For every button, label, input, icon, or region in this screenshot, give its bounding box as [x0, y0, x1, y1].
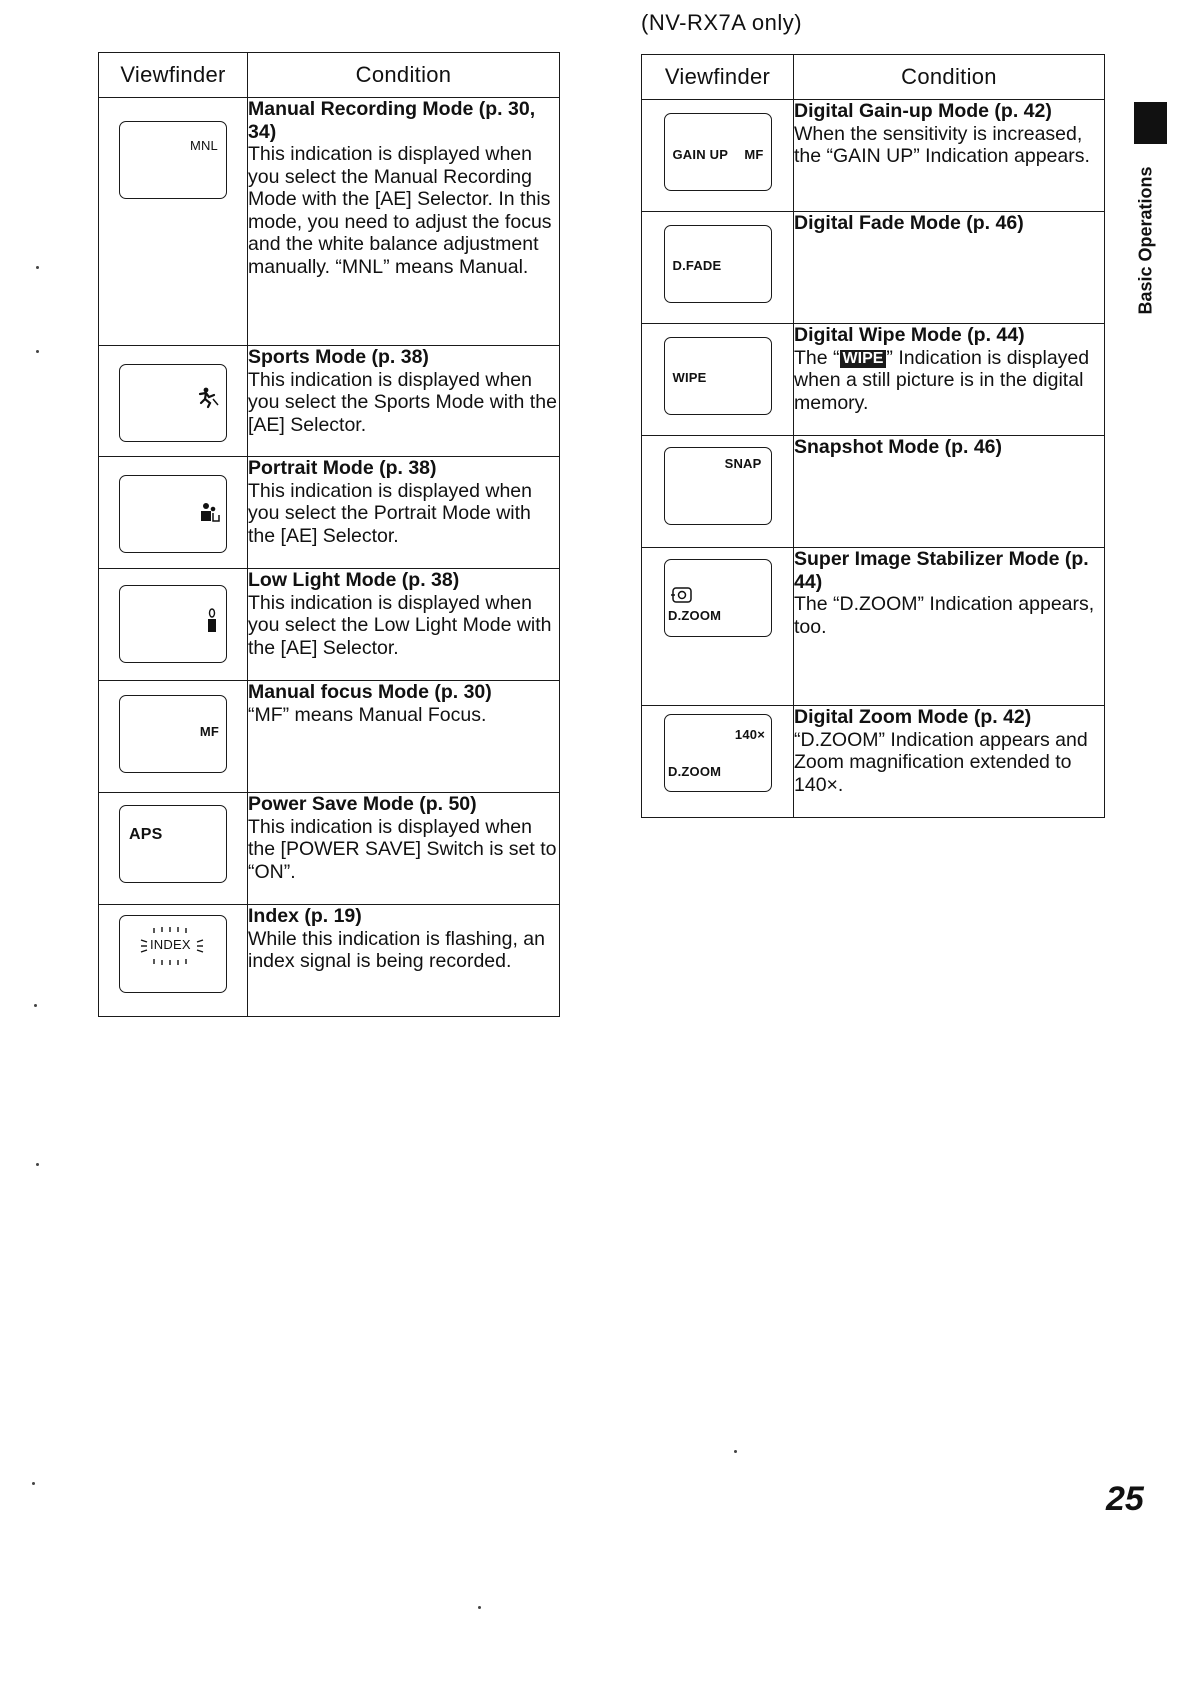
viewfinder-screen [664, 447, 772, 525]
viewfinder-screen [664, 559, 772, 637]
snap-indicator: SNAP [724, 456, 762, 471]
scan-speck [478, 1606, 481, 1609]
row-desc: This indication is displayed when you select the Low Light Mode with the [AE] Selector. [248, 591, 552, 659]
table-row [99, 905, 560, 1017]
col-header-viewfinder: Viewfinder [99, 53, 248, 98]
row-desc: While this indication is flashing, an index signal is being recorded. [248, 927, 545, 972]
zoom-140x-indicator: 140× [734, 727, 765, 742]
mnl-indicator: MNL [189, 138, 218, 153]
scan-speck [32, 1482, 35, 1485]
row-title: Digital Fade Mode (p. 46) [794, 212, 1024, 234]
col-header-condition: Condition [794, 55, 1105, 100]
row-desc: When the sensitivity is increased, the “GAIN UP” Indication appears. [794, 122, 1090, 167]
row-title: Manual Recording Mode (p. 30, 34) [248, 98, 536, 143]
gain-up-indicator: GAIN UP [672, 147, 729, 162]
wipe-indicator: WIPE [672, 370, 707, 385]
table-row [99, 569, 560, 681]
table-row [642, 100, 1105, 212]
mf-indicator: MF [199, 724, 219, 739]
col-header-condition: Condition [248, 53, 560, 98]
row-title: Manual focus Mode (p. 30) [248, 681, 492, 703]
row-title: Power Save Mode (p. 50) [248, 793, 477, 815]
wipe-badge: WIPE [840, 350, 887, 368]
sports-icon [196, 385, 220, 409]
viewfinder-screen [119, 475, 227, 553]
viewfinder-screen [119, 695, 227, 773]
stabilizer-icon [671, 586, 693, 604]
viewfinder-screen [119, 121, 227, 199]
scan-speck [34, 1004, 37, 1007]
row-desc: This indication is displayed when you select the Portrait Mode with the [AE] Selector. [248, 479, 532, 547]
desc-prefix: The “ [794, 346, 840, 369]
table-row [99, 346, 560, 457]
index-indicator: INDEX [150, 937, 191, 952]
row-title: Digital Wipe Mode (p. 44) [794, 324, 1025, 346]
table-row [99, 457, 560, 569]
right-indication-table [641, 54, 1105, 818]
row-title: Digital Zoom Mode (p. 42) [794, 706, 1032, 728]
row-title: Digital Gain-up Mode (p. 42) [794, 100, 1052, 122]
table-row [642, 324, 1105, 436]
left-indication-table [98, 52, 560, 1017]
viewfinder-screen [119, 805, 227, 883]
col-header-viewfinder: Viewfinder [642, 55, 794, 100]
row-desc: “MF” means Manual Focus. [248, 703, 487, 726]
scan-speck [36, 266, 39, 269]
row-desc: This indication is displayed when you select the Manual Recording Mode with the [AE] Selector. In this mode, you need to adjust the focus and the white balance adjustment manually. “MNL” means Manual. [248, 143, 552, 278]
dfade-indicator: D.FADE [672, 258, 722, 273]
dzoom-indicator: D.ZOOM [668, 608, 722, 623]
scan-speck [36, 350, 39, 353]
viewfinder-screen [664, 337, 772, 415]
viewfinder-screen [119, 364, 227, 442]
section-side-label: Basic Operations [1135, 166, 1156, 315]
portrait-icon [198, 502, 222, 524]
row-desc: This indication is displayed when you select the Sports Mode with the [AE] Selector. [248, 368, 557, 436]
row-desc [794, 347, 1104, 415]
lowlight-candle-icon [206, 608, 218, 634]
row-desc: “D.ZOOM” Indication appears and Zoom magnification extended to 140×. [794, 728, 1088, 796]
page-number: 25 [1106, 1480, 1144, 1518]
table-row [99, 98, 560, 346]
table-row [99, 681, 560, 793]
dzoom-indicator: D.ZOOM [668, 764, 722, 779]
section-tab-marker [1134, 102, 1167, 144]
aps-indicator: APS [129, 826, 163, 843]
table-row [642, 706, 1105, 818]
desc-suffix: ” Indication is displayed when a still picture is in the digital memory. [794, 346, 1090, 414]
row-title: Low Light Mode (p. 38) [248, 569, 460, 591]
scan-speck [734, 1450, 737, 1453]
table-row [99, 793, 560, 905]
row-title: Sports Mode (p. 38) [248, 346, 429, 368]
table-row [642, 548, 1105, 706]
viewfinder-screen [664, 714, 772, 792]
scan-speck [36, 1163, 39, 1166]
row-title: Index (p. 19) [248, 905, 362, 927]
table-row [642, 212, 1105, 324]
viewfinder-screen [664, 225, 772, 303]
viewfinder-screen [119, 915, 227, 993]
mf-indicator: MF [744, 147, 764, 162]
model-note: (NV-RX7A only) [641, 10, 803, 35]
row-title: Snapshot Mode (p. 46) [794, 436, 1003, 458]
table-row [642, 436, 1105, 548]
viewfinder-screen [119, 585, 227, 663]
row-title: Super Image Stabilizer Mode (p. 44) [794, 548, 1089, 593]
row-desc: The “D.ZOOM” Indication appears, too. [794, 593, 1095, 638]
viewfinder-screen [664, 113, 772, 191]
row-desc: This indication is displayed when the [POWER SAVE] Switch is set to “ON”. [248, 815, 557, 883]
row-title: Portrait Mode (p. 38) [248, 457, 437, 479]
